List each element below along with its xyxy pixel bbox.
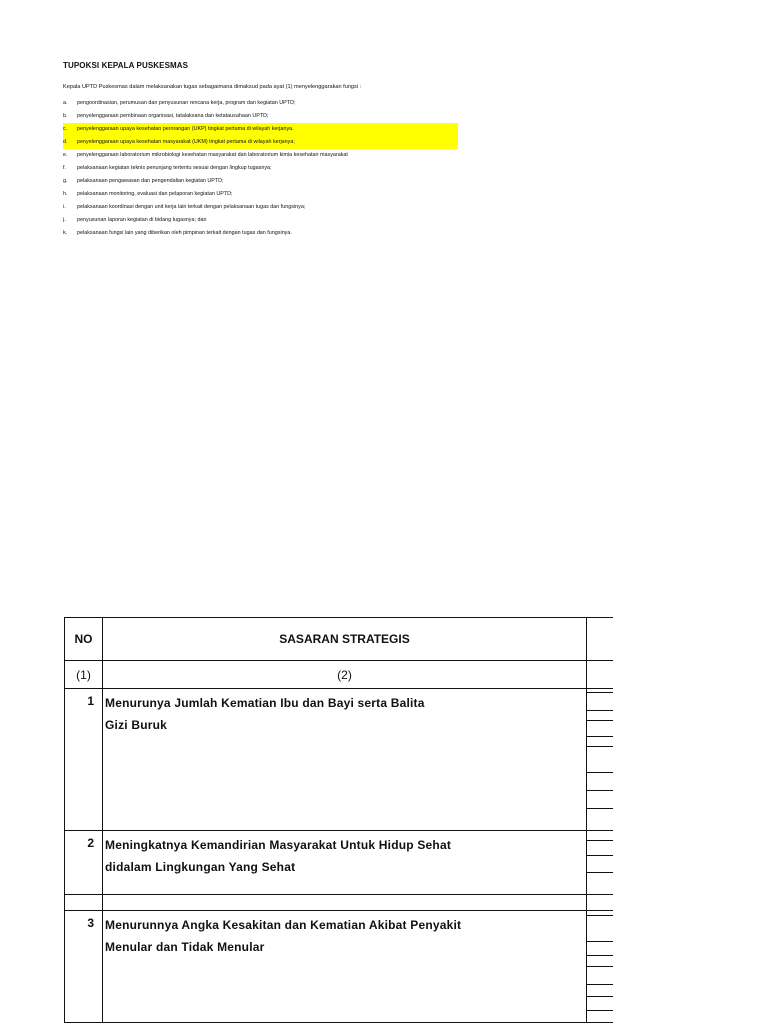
list-letter: g. bbox=[63, 178, 68, 184]
row-sasaran-line: Menurunnya Angka Kesakitan dan Kematian Akibat Penyakit bbox=[105, 918, 462, 932]
list-letter: k. bbox=[63, 230, 68, 236]
grid-line bbox=[587, 808, 613, 809]
grid-line bbox=[587, 710, 613, 711]
grid-line bbox=[587, 746, 613, 747]
table-header-row bbox=[65, 618, 614, 661]
grid-line bbox=[587, 840, 613, 841]
function-list bbox=[63, 97, 463, 240]
list-item-highlighted bbox=[63, 136, 458, 149]
list-text: pelaksanaan monitoring, evaluasi dan pelaporan kegiatan UPTD; bbox=[77, 191, 233, 197]
row-sasaran-line: Gizi Buruk bbox=[105, 718, 168, 732]
list-item-highlighted bbox=[63, 123, 458, 136]
grid-line bbox=[587, 915, 613, 916]
row-sasaran-line: Menular dan Tidak Menular bbox=[105, 940, 265, 954]
list-letter: b. bbox=[63, 113, 68, 119]
list-text: pengoordinasian, perumusan dan penyusunan rencana kerja, program dan kegiatan UPTD; bbox=[77, 100, 296, 106]
row-sasaran bbox=[103, 831, 587, 895]
list-item bbox=[63, 97, 463, 110]
list-text: penyelenggaraan pembinaan organisasi, tatalaksana dan ketatausahaan UPTD; bbox=[77, 113, 269, 119]
grid-line bbox=[587, 790, 613, 791]
list-item bbox=[63, 188, 463, 201]
strategic-goals-table bbox=[64, 617, 613, 1023]
list-item bbox=[63, 110, 463, 123]
list-letter: e. bbox=[63, 152, 68, 158]
grid-line bbox=[587, 720, 613, 721]
list-item bbox=[63, 162, 463, 175]
row-cut-column bbox=[587, 689, 614, 831]
list-text: penyelenggaraan laboratorium mikrobiologi kesehatan masyarakat dan laboratorium kimia kesehatan masyarakat bbox=[77, 152, 348, 158]
subheader-cut-column bbox=[587, 661, 614, 689]
grid-line bbox=[587, 941, 613, 942]
grid-line bbox=[587, 692, 613, 693]
grid-line bbox=[587, 955, 613, 956]
grid-line bbox=[587, 772, 613, 773]
spacer-cell bbox=[65, 895, 103, 911]
row-sasaran-line: Meningkatnya Kemandirian Masyarakat Untuk Hidup Sehat bbox=[105, 838, 452, 852]
grid-line bbox=[587, 736, 613, 737]
list-letter: f. bbox=[63, 165, 66, 171]
row-sasaran-line: didalam Lingkungan Yang Sehat bbox=[105, 860, 296, 874]
grid-line bbox=[587, 872, 613, 873]
grid-line bbox=[587, 966, 613, 967]
list-item bbox=[63, 149, 463, 162]
row-sasaran bbox=[103, 911, 587, 1023]
row-number: 1 bbox=[65, 689, 103, 831]
list-text: penyelenggaraan upaya kesehatan masyarakat (UKM) tingkat pertama di wilayah kerjanya; bbox=[77, 139, 295, 145]
header-cut-column bbox=[587, 618, 614, 661]
list-text: penyusunan laporan kegiatan di bidang tugasnya; dan bbox=[77, 217, 207, 223]
table-row bbox=[65, 689, 614, 831]
list-text: pelaksanaan pengawasan dan pengendalian kegiatan UPTD; bbox=[77, 178, 224, 184]
table-row bbox=[65, 831, 614, 895]
header-sasaran: SASARAN STRATEGIS bbox=[103, 618, 587, 661]
document-title: TUPOKSI KEPALA PUSKESMAS bbox=[63, 61, 189, 70]
intro-paragraph: Kepala UPTD Puskesmas dalam melaksanakan tugas sebagaimana dimaksud pada ayat (1) menyelenggarakan fungsi : bbox=[63, 84, 362, 90]
grid-line bbox=[587, 1010, 613, 1011]
spacer-cell bbox=[587, 895, 614, 911]
list-text: pelaksanaan koordinasi dengan unit kerja lain terkait dengan pelaksanaan tugas dan fungsinya; bbox=[77, 204, 306, 210]
list-letter: i. bbox=[63, 204, 66, 210]
table-spacer-row bbox=[65, 895, 614, 911]
spacer-cell bbox=[103, 895, 587, 911]
grid-line bbox=[587, 855, 613, 856]
row-cut-column bbox=[587, 831, 614, 895]
list-text: penyelenggaraan upaya kesehatan perorangan (UKP) tingkat pertama di wilayah kerjanya. bbox=[77, 126, 294, 132]
row-cut-column bbox=[587, 911, 614, 1023]
list-letter: h. bbox=[63, 191, 68, 197]
list-letter: j. bbox=[63, 217, 66, 223]
header-no: NO bbox=[65, 618, 103, 661]
row-number: 2 bbox=[65, 831, 103, 895]
row-sasaran bbox=[103, 689, 587, 831]
table-row bbox=[65, 911, 614, 1023]
grid-line bbox=[587, 996, 613, 997]
list-text: pelaksanaan kegiatan teknis penunjang tertentu sesuai dengan lingkup tugasnya; bbox=[77, 165, 272, 171]
grid-line bbox=[587, 984, 613, 985]
list-item bbox=[63, 201, 463, 214]
list-item bbox=[63, 227, 463, 240]
row-number: 3 bbox=[65, 911, 103, 1023]
list-item bbox=[63, 175, 463, 188]
subheader-no: (1) bbox=[65, 661, 103, 689]
subheader-sasaran: (2) bbox=[103, 661, 587, 689]
list-letter: c. bbox=[63, 126, 68, 132]
list-letter: d. bbox=[63, 139, 68, 145]
table-subheader-row bbox=[65, 661, 614, 689]
list-letter: a. bbox=[63, 100, 68, 106]
list-text: pelaksanaan fungsi lain yang diberikan oleh pimpinan terkait dengan tugas dan fungsinya. bbox=[77, 230, 292, 236]
row-sasaran-line: Menurunya Jumlah Kematian Ibu dan Bayi serta Balita bbox=[105, 696, 425, 710]
list-item bbox=[63, 214, 463, 227]
